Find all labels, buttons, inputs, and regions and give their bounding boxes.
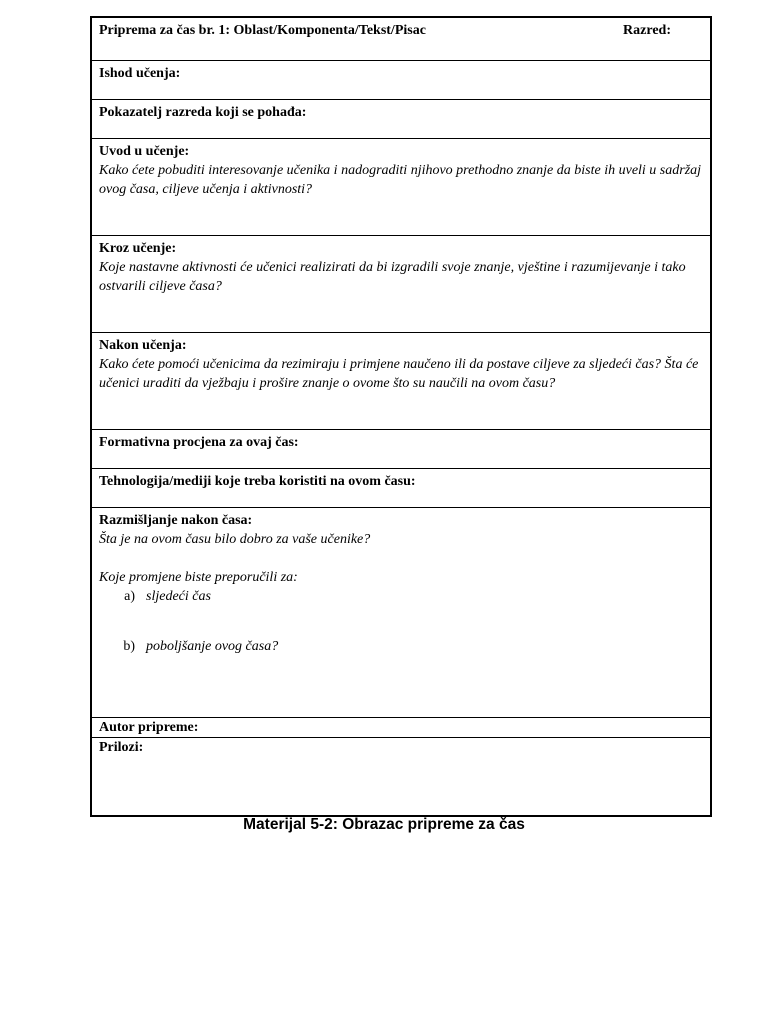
list-marker: a) xyxy=(124,589,135,604)
after-description: Kako ćete pomoći učenicima da rezimiraju i primjene naučeno ili da postave ciljeve za sljedeći čas? Šta će učenici uraditi da vježbaju i prošire znanje o ovome što su naučili na ovom času? xyxy=(99,357,699,391)
outcome-row xyxy=(92,61,710,100)
outcome-label: Ishod učenja: xyxy=(99,66,181,81)
lesson-plan-form xyxy=(90,16,712,817)
reflection-label: Razmišljanje nakon časa: xyxy=(99,513,253,528)
technology-row xyxy=(92,469,710,508)
list-item-text: sljedeći čas xyxy=(146,589,211,604)
formative-row xyxy=(92,430,710,469)
recommendation-list xyxy=(99,587,703,656)
list-item xyxy=(99,587,703,606)
lesson-plan-title: Priprema za čas br. 1: Oblast/Komponenta/Tekst/Pisac xyxy=(99,23,426,38)
formative-label: Formativna procjena za ovaj čas: xyxy=(99,435,299,450)
indicator-label: Pokazatelj razreda koji se pohađa: xyxy=(99,105,307,120)
intro-row xyxy=(92,139,710,236)
during-description: Koje nastavne aktivnosti će učenici realizirati da bi izgradili svoje znanje, vještine i razumijevanje i tako ostvarili ciljeve časa? xyxy=(99,260,686,294)
author-row xyxy=(92,718,710,738)
figure-caption: Materijal 5-2: Obrazac pripreme za čas xyxy=(243,816,525,833)
after-row xyxy=(92,333,710,430)
attachments-label: Prilozi: xyxy=(99,740,144,755)
after-label: Nakon učenja: xyxy=(99,338,187,353)
indicator-row xyxy=(92,100,710,139)
reflection-row xyxy=(92,508,710,718)
during-row xyxy=(92,236,710,333)
grade-label: Razred: xyxy=(623,23,671,38)
list-marker: b) xyxy=(123,639,135,654)
intro-description: Kako ćete pobuditi interesovanje učenika i nadograditi njihovo prethodno znanje da biste ih uveli u sadržaj ovog časa, ciljeve učenja i aktivnosti? xyxy=(99,163,702,197)
attachments-row xyxy=(92,738,710,815)
reflection-question-2: Koje promjene biste preporučili za: xyxy=(99,570,298,585)
author-label: Autor pripreme: xyxy=(99,720,199,735)
list-item xyxy=(99,637,703,656)
intro-label: Uvod u učenje: xyxy=(99,144,190,159)
technology-label: Tehnologija/mediji koje treba koristiti na ovom času: xyxy=(99,474,416,489)
during-label: Kroz učenje: xyxy=(99,241,177,256)
list-item-text: poboljšanje ovog časa? xyxy=(146,639,279,654)
reflection-question-1: Šta je na ovom času bilo dobro za vaše učenike? xyxy=(99,532,371,547)
header-row xyxy=(92,18,710,61)
